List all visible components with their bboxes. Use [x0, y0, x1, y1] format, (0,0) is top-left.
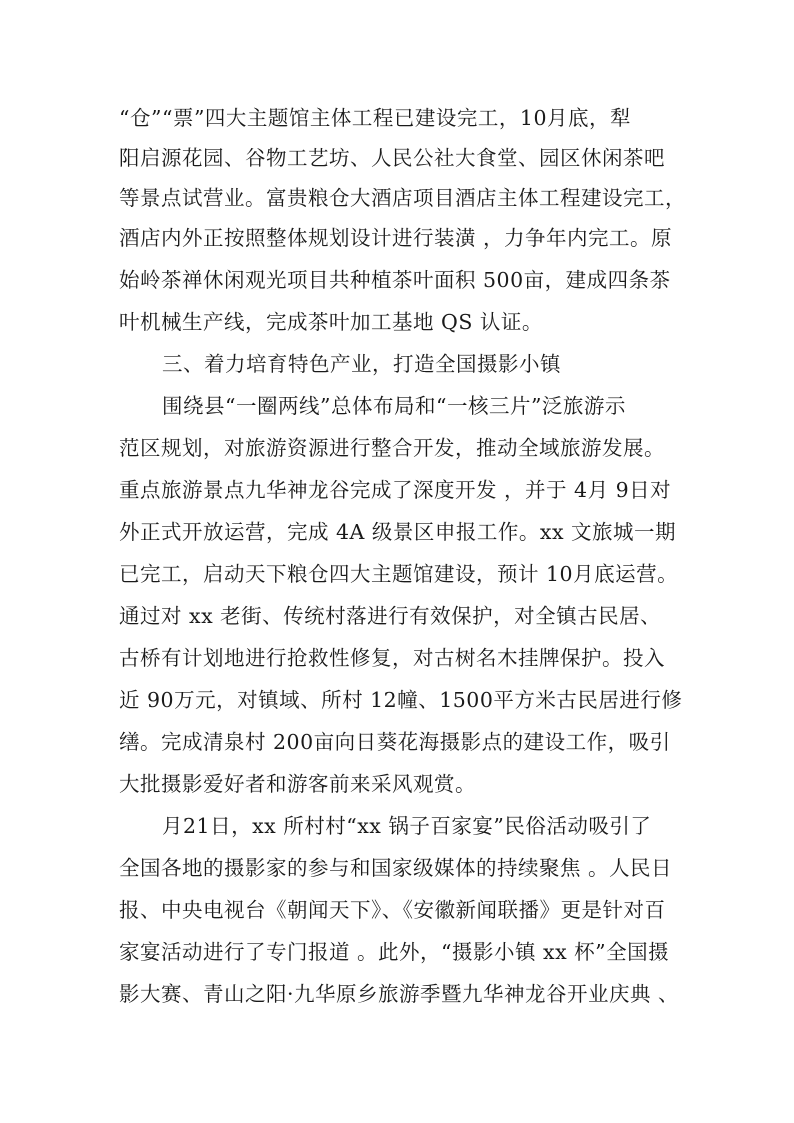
- text-line: 围绕县“一圈两线”总体布局和“一核三片”泛旅游示: [162, 394, 626, 418]
- text-line: “仓”“票”四大主题馆主体工程已建设完工，10月底，犁: [119, 106, 632, 130]
- text-line: 通过对 xx 老街、传统村落进行有效保护，对全镇古民居、: [119, 604, 662, 628]
- text-line: 等景点试营业。富贵粮仓大酒店项目酒店主体工程建设完工，: [119, 186, 686, 210]
- text-line: 阳启源花园、谷物工艺坊、人民公社大食堂、园区休闲茶吧: [119, 146, 665, 170]
- text-line: 酒店内外正按照整体规划设计进行装潢 ，力争年内完工。原: [119, 226, 673, 250]
- text-line: 叶机械生产线，完成茶叶加工基地 QS 认证。: [119, 310, 543, 334]
- text-line: 家宴活动进行了专门报道 。此外，“摄影小镇 xx 杯”全国摄: [119, 940, 670, 964]
- text-line: 外正式开放运营，完成 4A 级景区申报工作。xx 文旅城一期: [119, 520, 677, 544]
- text-line: 缮。完成清泉村 200亩向日葵花海摄影点的建设工作，吸引: [119, 730, 671, 754]
- text-line: 古桥有计划地进行抢救性修复，对古树名木挂牌保护。投入: [119, 646, 665, 670]
- text-line: 范区规划，对旅游资源进行整合开发，推动全域旅游发展。: [119, 436, 665, 460]
- text-line: 重点旅游景点九华神龙谷完成了深度开发 ，并于 4月 9日对: [119, 478, 672, 502]
- text-line: 大批摄影爱好者和游客前来采风观赏。: [119, 772, 476, 796]
- text-line: 始岭茶禅休闲观光项目共种植茶叶面积 500亩，建成四条茶: [119, 268, 671, 292]
- text-line: 已完工，启动天下粮仓四大主题馆建设，预计 10月底运营。: [119, 562, 679, 586]
- text-line: 全国各地的摄影家的参与和国家级媒体的持续聚焦 。人民日: [119, 856, 673, 880]
- text-line: 月21日，xx 所村村“xx 锅子百家宴”民俗活动吸引了: [162, 814, 652, 838]
- text-line: 近 90万元，对镇域、所村 12幢、1500平方米古民居进行修: [119, 688, 683, 712]
- text-line: 影大赛、青山之阳·九华原乡旅游季暨九华神龙谷开业庆典 、: [119, 982, 680, 1006]
- section-heading: 三、着力培育特色产业，打造全国摄影小镇: [162, 352, 561, 376]
- text-line: 报、中央电视台《朝闻天下》、《安徽新闻联播》更是针对百: [119, 898, 666, 922]
